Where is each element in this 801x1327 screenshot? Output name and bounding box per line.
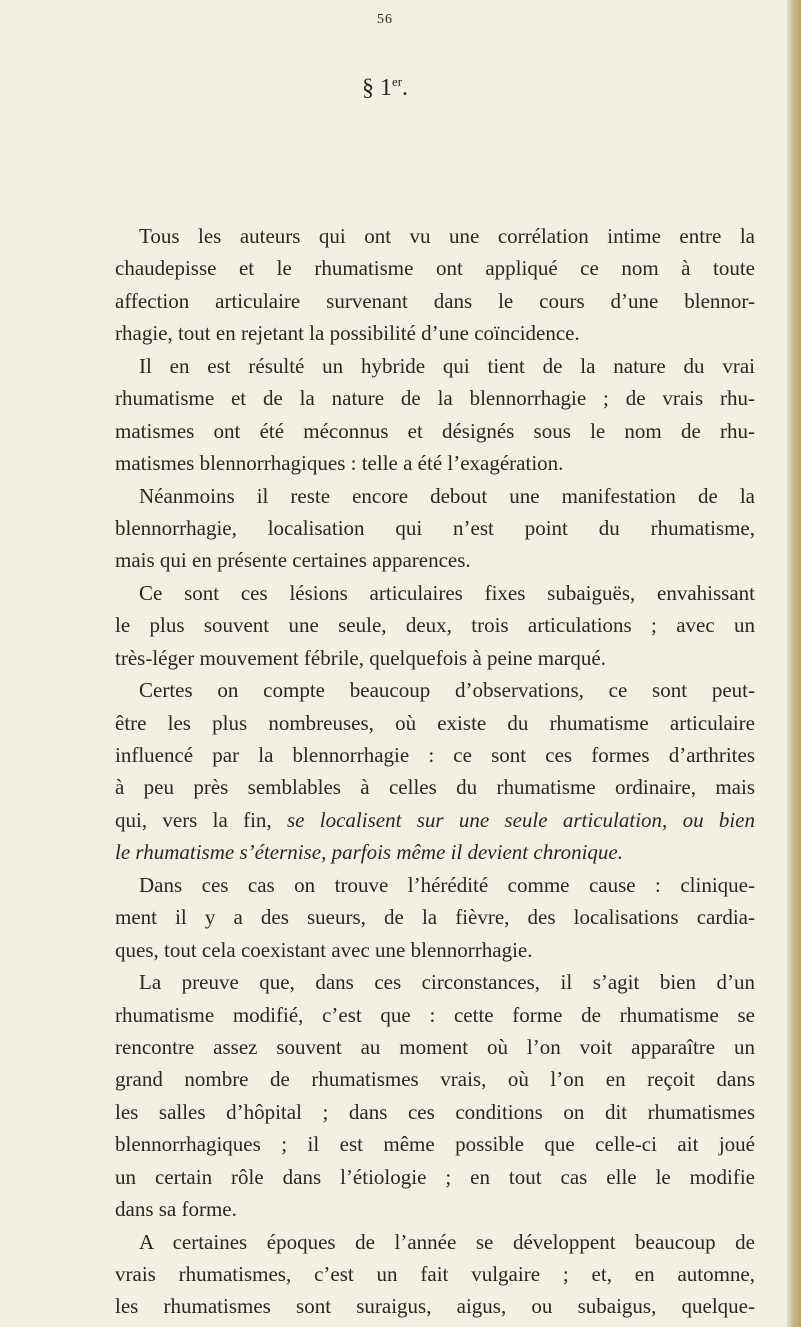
text-line-roman: Tous les auteurs qui ont vu une corrélation intime entre la — [139, 224, 755, 248]
text-line — [115, 512, 755, 544]
text-line — [115, 220, 755, 252]
text-line-roman: mais qui en présente certaines apparences. — [115, 548, 471, 573]
text-line — [115, 447, 755, 479]
text-line-roman: vrais rhumatismes, c’est un fait vulgaire ; et, en automne, — [115, 1262, 755, 1286]
text-line — [115, 1031, 755, 1063]
text-line-roman: un certain rôle dans l’étiologie ; en tout cas elle le modifie — [115, 1164, 755, 1189]
text-line-roman: le plus souvent une seule, deux, trois articulations ; avec un — [115, 613, 755, 638]
text-line — [115, 869, 755, 901]
text-line — [115, 771, 755, 803]
text-line-roman: rhumatisme modifié, c’est que : cette forme de rhumatisme se — [115, 1002, 755, 1027]
text-line-roman: matismes ont été méconnus et désignés sous le nom de rhu- — [115, 418, 755, 443]
text-line — [115, 836, 755, 868]
text-line-roman: être les plus nombreuses, où existe du rhumatisme articulaire — [115, 710, 755, 735]
text-line — [115, 642, 755, 674]
text-line — [115, 804, 755, 836]
text-line-italic: le rhumatisme s’éternise, parfois même il devient chronique. — [115, 840, 623, 865]
section-symbol: § 1 — [361, 75, 392, 101]
text-line-roman: matismes blennorrhagiques : telle a été l’exagération. — [115, 451, 564, 476]
text-line — [115, 480, 755, 512]
text-line — [115, 707, 755, 739]
text-line-roman: Certes on compte beaucoup d’observations, ce sont peut- — [139, 678, 755, 703]
text-line-roman: chaudepisse et le rhumatisme ont appliqué ce nom à toute — [115, 256, 755, 281]
body-text — [115, 220, 755, 1323]
text-line-roman: grand nombre de rhumatismes vrais, où l’on en reçoit dans — [115, 1067, 755, 1092]
text-line — [115, 1063, 755, 1095]
text-line-roman: Ce sont ces lésions articulaires fixes subaiguës, envahissant — [139, 580, 755, 605]
text-line-roman: La preuve que, dans ces circonstances, il s’agit bien d’un — [139, 970, 755, 995]
text-line-roman: influencé par la blennorrhagie : ce sont ces formes d’arthrites — [115, 743, 755, 767]
text-line — [115, 350, 755, 382]
text-line-roman: ques, tout cela coexistant avec une blennorrhagie. — [115, 937, 533, 962]
text-line — [115, 674, 755, 706]
text-line — [115, 415, 755, 447]
text-line-roman: blennorrhagiques ; il est même possible que celle-ci ait joué — [115, 1132, 755, 1157]
text-line-roman: les salles d’hôpital ; dans ces conditions on dit rhumatismes — [115, 1099, 755, 1124]
text-line-roman: les rhumatismes sont suraigus, aigus, ou subaigus, quelque- — [115, 1294, 755, 1319]
text-line-roman: très-léger mouvement fébrile, quelquefois à peine marqué. — [115, 645, 606, 670]
text-line — [115, 252, 755, 284]
text-line-roman: ment il y a des sueurs, de la fièvre, des localisations cardia- — [115, 905, 755, 930]
text-line — [115, 901, 755, 933]
page-edge — [787, 0, 801, 1327]
text-line-roman: dans sa forme. — [115, 1197, 237, 1222]
text-line-roman: rencontre assez souvent au moment où l’on voit apparaître un — [115, 1034, 755, 1059]
text-line — [115, 577, 755, 609]
text-line — [115, 739, 755, 771]
text-line-roman: Dans ces cas on trouve l’hérédité comme cause : clinique- — [139, 872, 755, 897]
text-line — [115, 285, 755, 317]
text-line-roman: à peu près semblables à celles du rhumatisme ordinaire, mais — [115, 775, 755, 800]
text-line — [115, 1258, 755, 1290]
text-line-roman: qui, vers la fin, — [115, 807, 272, 832]
text-line-roman: blennorrhagie, localisation qui n’est point du rhumatisme, — [115, 515, 755, 540]
section-suffix: . — [402, 75, 409, 101]
text-line — [115, 999, 755, 1031]
text-line-roman: rhumatisme et de la nature de la blennorrhagie ; de vrais rhu- — [115, 386, 755, 411]
text-line-roman: Néanmoins il reste encore debout une manifestation de la — [139, 483, 755, 508]
text-line — [115, 1128, 755, 1160]
text-line-italic: se localisent sur une seule articulation, ou bien — [286, 807, 755, 832]
section-heading — [0, 74, 770, 102]
text-line — [115, 1290, 755, 1322]
text-line — [115, 1096, 755, 1128]
text-line-roman: A certaines époques de l’année se développent beaucoup de — [139, 1229, 755, 1254]
text-line — [115, 317, 755, 349]
text-line-roman: rhagie, tout en rejetant la possibilité d’une coïncidence. — [115, 321, 580, 346]
text-line — [115, 609, 755, 641]
text-line — [115, 1226, 755, 1258]
text-line — [115, 1161, 755, 1193]
text-line — [115, 1193, 755, 1225]
text-line — [115, 544, 755, 576]
text-line-roman: affection articulaire survenant dans le cours d’une blennor- — [115, 288, 755, 313]
text-line — [115, 966, 755, 998]
text-line-roman: Il en est résulté un hybride qui tient de la nature du vrai — [139, 353, 755, 378]
text-line — [115, 934, 755, 966]
page-number: 56 — [377, 12, 393, 27]
text-line — [115, 382, 755, 414]
section-superscript: er — [391, 74, 403, 89]
